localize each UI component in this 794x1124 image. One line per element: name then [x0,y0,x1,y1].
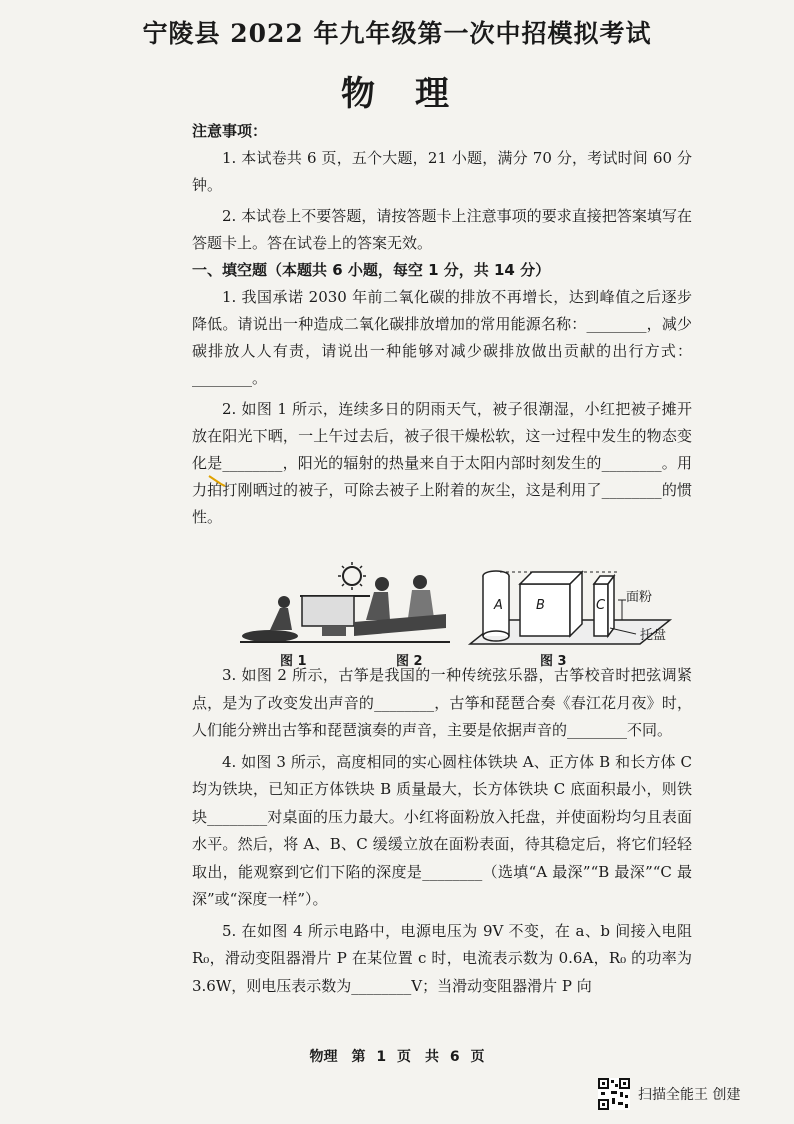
figure-3-label-b: B [536,598,545,613]
figure-3-label-flour: 面粉 [626,590,653,605]
notes-heading: 注意事项： [192,122,268,140]
notes-item-1: 1. 本试卷共 6 页，五个大题，21 小题，满分 70 分，考试时间 60 分钟。 [192,149,692,194]
qr-code-icon [598,1078,630,1110]
question-3: 3. 如图 2 所示，古筝是我国的一种传统弦乐器，古筝校音时把弦调紧点，是为了改变发出声音的________，古筝和琵琶合奏《春江花月夜》时，人们能分辨出古筝和琵琶演奏的声音，主要是依据声音的________不同。 [192,666,692,739]
figure-3-label-tray: 托盘 [640,628,667,643]
figures-row [200,560,690,670]
scanner-watermark [598,1076,740,1112]
figure-3-label-c: C [596,598,606,613]
question-5: 5. 在如图 4 所示电路中，电源电压为 9V 不变，在 a、b 间接入电阻 R₀，滑动变阻器滑片 P 在某位置 c 时，电流表示数为 0.6A，R₀ 的功率为 3.6W，则电压表示数为________V；当滑动变阻器滑片 P 向 [192,921,692,995]
pen-mark-icon [207,474,227,488]
figure-3-caption: 图 3 [540,654,567,669]
page-footer: 物理 第 1 页 共 6 页 [309,1049,485,1065]
figure-2-image [350,570,450,646]
exam-body-top [192,118,692,531]
subject-title: 物理 [341,74,489,114]
figure-1-caption: 图 1 [280,654,307,669]
notes-item-2: 2. 本试卷上不要答题，请按答题卡上注意事项的要求直接把答案填写在答题卡上。答在试卷上的答案无效。 [192,207,692,252]
question-2: 2. 如图 1 所示，连续多日的阴雨天气，被子很潮湿，小红把被子摊开放在阳光下晒，一上午过去后，被子很干燥松软，这一过程中发生的物态变化是________，阳光的辐射的热量来自于太阳内部时刻发生的________。用力拍打刚晒过的被子，可除去被子上附着的灰尘，这是利用了________的惯性。 [192,400,692,526]
figure-3-label-a: A [494,598,503,613]
scanner-text: 扫描全能王 创建 [638,1087,741,1103]
question-4: 4. 如图 3 所示，高度相同的实心圆柱体铁块 A、正方体 B 和长方体 C 均为铁块，已知正方体铁块 B 质量最大，长方体铁块 C 底面积最小，则铁块________对桌面的压力最大。小红将面粉放入托盘，并使面粉均匀且表面水平。然后，将 A、B、C 缓缓立放在面粉表面，待其稳定后，将它们轻轻取出，能观察到它们下陷的深度是________（选填“A 最深”“B 最深”“C 最深”或“深度一样”）。 [192,752,692,908]
section1-heading: 一、填空题（本题共 6 小题，每空 1 分，共 14 分） [192,261,551,279]
question-1: 1. 我国承诺 2030 年前二氧化碳的排放不再增长，达到峰值之后逐步降低。请说出一种造成二氧化碳排放增加的常用能源名称：________，减少碳排放人人有责，请说出一种能够对减少碳排放做出贡献的出行方式：________。 [192,288,692,387]
figure-2-caption: 图 2 [396,654,423,669]
exam-body-bottom [192,662,692,1000]
exam-title: 宁陵县 2022 年九年级第一次中招模拟考试 [142,19,652,48]
